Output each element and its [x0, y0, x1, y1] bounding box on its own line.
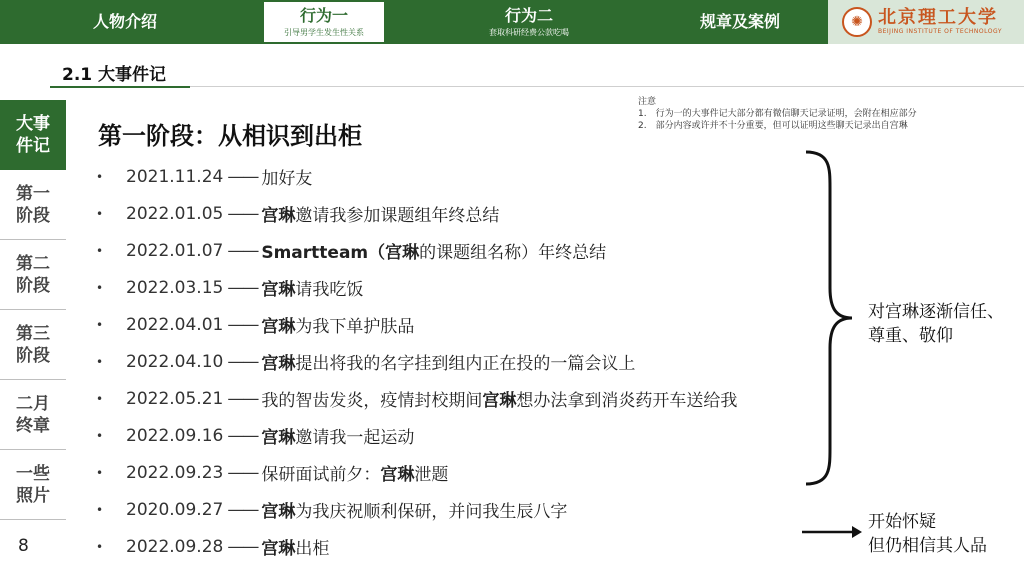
section-underline	[50, 86, 190, 88]
event-dash: ——	[227, 499, 258, 520]
timeline-item	[96, 380, 737, 417]
event-text: 邀请我参加课题组年终总结	[295, 206, 500, 226]
event-text: 提出将我的名字挂到组内正在投的一篇会议上	[295, 354, 636, 374]
event-date: 2020.09.27	[126, 499, 224, 520]
bullet-icon: •	[96, 354, 104, 369]
event-dash: ——	[227, 277, 258, 298]
bullet-icon: •	[96, 391, 104, 406]
section-title: 2.1 大事件记	[62, 65, 167, 85]
bullet-icon: •	[96, 206, 104, 221]
nav-tab-sublabel: 引导男学生发生性关系	[284, 28, 364, 37]
event-dash: ——	[227, 388, 258, 409]
event-text: 邀请我一起运动	[295, 428, 415, 448]
event-date: 2022.05.21	[126, 388, 224, 409]
event-person-name: 宫琳	[261, 502, 296, 522]
event-text: 为我庆祝顺利保研，并问我生辰八字	[295, 502, 568, 522]
sidebar-item-label: 阶段	[16, 345, 50, 366]
event-person-name: 宫琳	[261, 428, 296, 448]
stage-title: 第一阶段：从相识到出柜	[98, 122, 362, 150]
sidebar-item-label: 照片	[16, 485, 50, 506]
event-dash: ——	[227, 166, 258, 187]
event-text: 泄题	[414, 465, 449, 485]
nav-tab-behavior-two[interactable]	[454, 0, 604, 44]
timeline-item	[96, 528, 737, 565]
brace-annotation	[868, 300, 1004, 348]
brace-annotation-line: 对宫琳逐渐信任、	[868, 302, 1004, 322]
event-person-name: 宫琳	[261, 280, 296, 300]
sidebar-item-label: 第二	[16, 253, 50, 274]
sidebar-item-label: 阶段	[16, 275, 50, 296]
university-logo	[828, 0, 1024, 44]
timeline-item	[96, 158, 737, 195]
nav-tab-label: 规章及案例	[699, 12, 780, 31]
timeline-item	[96, 269, 737, 306]
nav-tab-rules-cases[interactable]	[660, 0, 820, 44]
sidebar-item-label: 件记	[16, 135, 50, 156]
event-text: 请我吃饭	[295, 280, 364, 300]
event-person-name: 宫琳	[261, 354, 296, 374]
sidebar	[0, 100, 66, 520]
event-dash: ——	[227, 425, 258, 446]
bullet-icon: •	[96, 169, 104, 184]
event-text: 的课题组名称）年终总结	[419, 243, 607, 263]
event-dash: ——	[227, 203, 258, 224]
arrow-annotation	[868, 510, 987, 558]
bullet-icon: •	[96, 280, 104, 295]
timeline-item	[96, 232, 737, 269]
event-date: 2022.09.23	[126, 462, 224, 483]
event-person-name: 宫琳	[261, 539, 296, 559]
event-date: 2022.04.10	[126, 351, 224, 372]
sidebar-item-label: 阶段	[16, 205, 50, 226]
event-person-name: 宫琳	[261, 206, 296, 226]
event-person-name: 宫琳	[482, 391, 517, 411]
event-text: 加好友	[261, 169, 313, 189]
event-text: 出柜	[295, 539, 330, 559]
sidebar-item-stage-one[interactable]	[0, 170, 66, 240]
event-dash: ——	[227, 351, 258, 372]
university-seal-icon: ✺	[842, 7, 872, 37]
sidebar-item-label: 终章	[16, 415, 50, 436]
sidebar-item-label: 二月	[16, 393, 50, 414]
nav-tab-label: 人物介绍	[92, 12, 157, 31]
brace-annotation-line: 尊重、敬仰	[868, 326, 953, 346]
sidebar-item-stage-two[interactable]	[0, 240, 66, 310]
timeline-item	[96, 454, 737, 491]
sidebar-item-label: 第一	[16, 183, 50, 204]
note-line: 2. 部分内容或许并不十分重要，但可以证明这些聊天记录出自宫琳	[638, 121, 908, 131]
event-person-name: 宫琳	[380, 465, 415, 485]
timeline-item	[96, 195, 737, 232]
page-number: 8	[18, 536, 29, 556]
bullet-icon: •	[96, 502, 104, 517]
event-dash: ——	[227, 462, 258, 483]
event-text: 想办法拿到消炎药开车送给我	[516, 391, 738, 411]
event-date: 2022.01.05	[126, 203, 224, 224]
bullet-icon: •	[96, 243, 104, 258]
bullet-icon: •	[96, 465, 104, 480]
sidebar-item-label: 第三	[16, 323, 50, 344]
sidebar-item-label: 大事	[16, 113, 50, 134]
event-date: 2022.03.15	[126, 277, 224, 298]
right-curly-brace-icon	[800, 148, 860, 488]
arrow-annotation-line: 但仍相信其人品	[868, 536, 987, 556]
logo-chinese-name: 北京理工大学	[878, 7, 998, 28]
timeline-item	[96, 491, 737, 528]
top-navigation-bar	[0, 0, 1024, 44]
event-text-pre: 我的智齿发炎，疫情封校期间	[261, 391, 483, 411]
sidebar-item-major-events[interactable]	[0, 100, 66, 170]
bullet-icon: •	[96, 539, 104, 554]
event-date: 2022.04.01	[126, 314, 224, 335]
event-dash: ——	[227, 240, 258, 261]
nav-tab-label: 行为一	[299, 6, 348, 25]
event-person-name: 宫琳	[261, 317, 296, 337]
timeline-item	[96, 417, 737, 454]
timeline-item	[96, 306, 737, 343]
nav-tab-behavior-one[interactable]	[262, 0, 386, 44]
timeline-item	[96, 343, 737, 380]
nav-tab-person-intro[interactable]	[40, 0, 210, 44]
event-date: 2022.01.07	[126, 240, 224, 261]
event-text-pre: Smartteam（	[261, 243, 386, 263]
section-divider	[190, 86, 1024, 87]
nav-tab-label: 行为二	[504, 6, 553, 25]
note-title: 注意	[638, 97, 657, 107]
logo-english-name: BEIJING INSTITUTE OF TECHNOLOGY	[878, 28, 1002, 35]
bullet-icon: •	[96, 317, 104, 332]
event-timeline	[96, 158, 737, 565]
event-text: 为我下单护肤品	[295, 317, 415, 337]
event-person-name: 宫琳	[385, 243, 420, 263]
sidebar-item-label: 一些	[16, 463, 50, 484]
note-box	[638, 96, 917, 132]
sidebar-item-february-finale[interactable]	[0, 380, 66, 450]
event-dash: ——	[227, 536, 258, 557]
event-date: 2022.09.28	[126, 536, 224, 557]
nav-tab-sublabel: 套取科研经费公款吃喝	[489, 28, 569, 37]
event-date: 2021.11.24	[126, 166, 224, 187]
arrow-annotation-line: 开始怀疑	[868, 512, 936, 532]
sidebar-item-photos[interactable]	[0, 450, 66, 520]
event-date: 2022.09.16	[126, 425, 224, 446]
note-line: 1. 行为一的大事件记大部分都有微信聊天记录证明，会附在相应部分	[638, 109, 917, 119]
bullet-icon: •	[96, 428, 104, 443]
right-arrow-icon	[800, 524, 864, 540]
event-text-pre: 保研面试前夕：	[261, 465, 381, 485]
sidebar-item-stage-three[interactable]	[0, 310, 66, 380]
event-dash: ——	[227, 314, 258, 335]
